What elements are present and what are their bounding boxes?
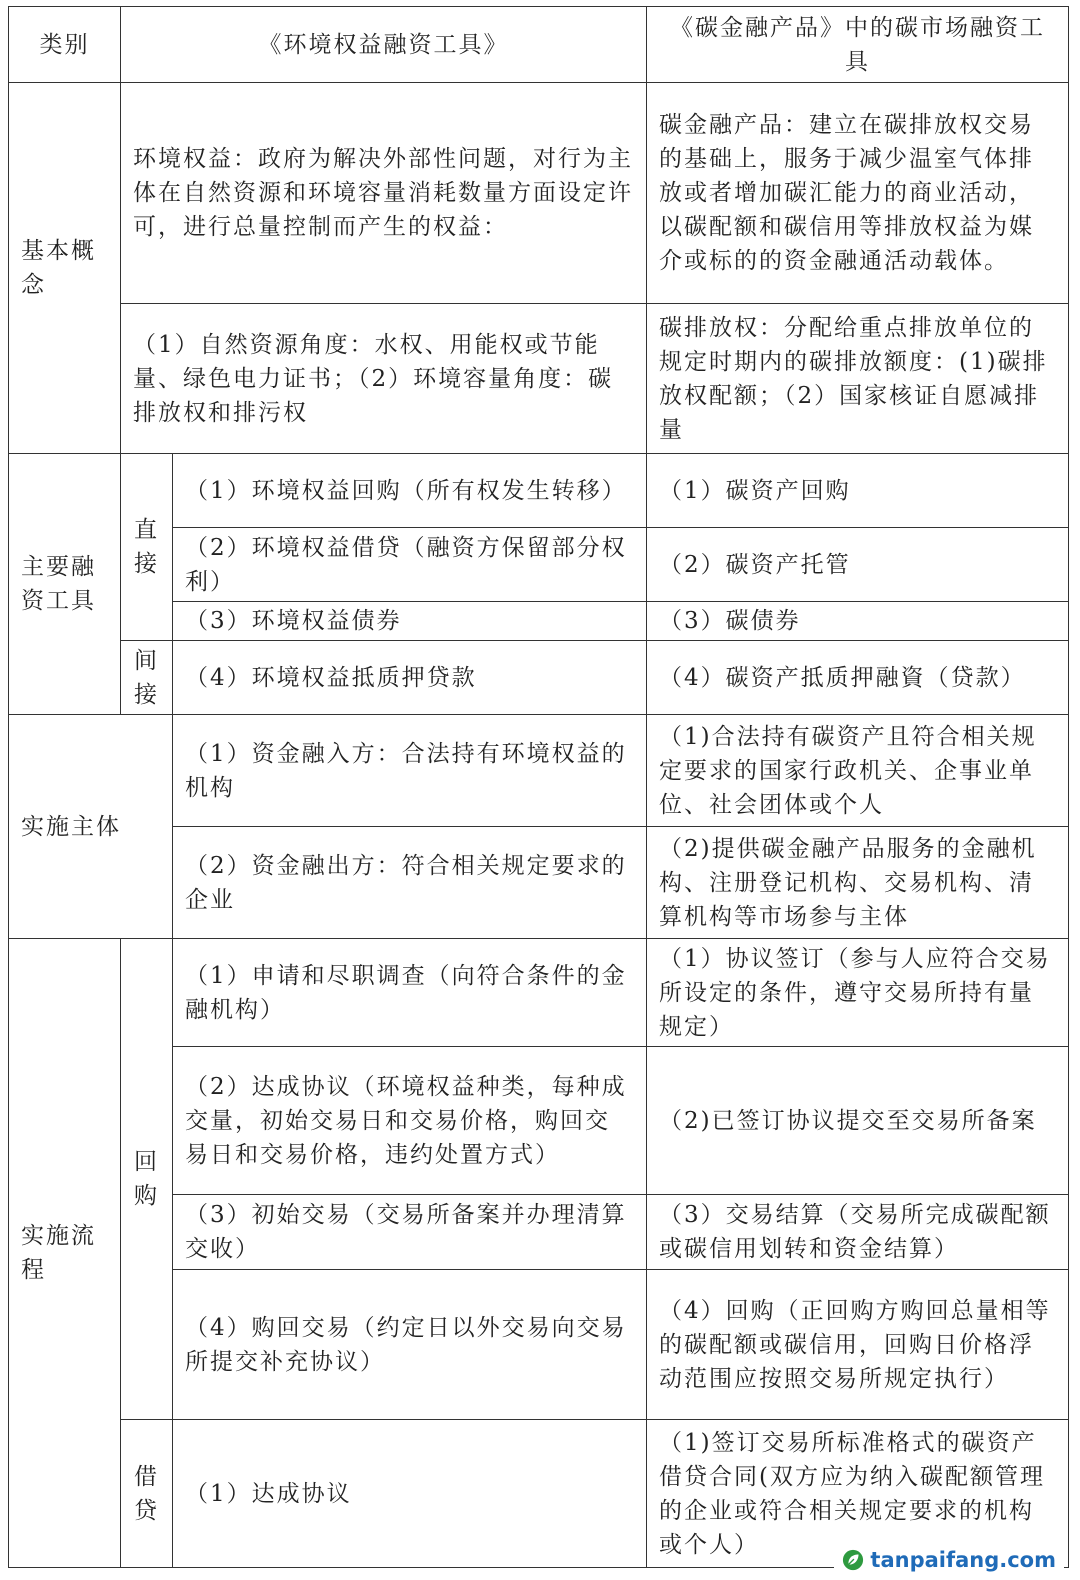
basic-carbon-types: 碳排放权：分配给重点排放单位的规定时期内的碳排放额度：(1)碳排放权配额；（2）国家核证自愿减排量	[647, 304, 1069, 454]
subcategory-indirect: 间接	[121, 641, 173, 715]
table-row	[9, 939, 1069, 1047]
header-category: 类别	[9, 7, 121, 83]
tools-env-lending: （2）环境权益借贷（融资方保留部分权利）	[173, 528, 647, 602]
watermark-text: tanpaifang.com	[870, 1548, 1056, 1572]
entity-carbon-provider: （2)提供碳金融产品服务的金融机构、注册登记机构、交易机构、清算机构等市场参与主体	[647, 827, 1069, 939]
watermark	[834, 1546, 1064, 1574]
basic-env-types: （1）自然资源角度：水权、用能权或节能量、绿色电力证书；（2）环境容量角度：碳排放权和排污权	[121, 304, 647, 454]
tools-carbon-custody: （2）碳资产托管	[647, 528, 1069, 602]
entity-carbon-holder: （1)合法持有碳资产且符合相关规定要求的国家行政机关、企事业单位、社会团体或个人	[647, 715, 1069, 827]
subcategory-direct: 直接	[121, 454, 173, 641]
subcategory-lending: 借贷	[121, 1420, 173, 1568]
process-carbon-lending: （1)签订交易所标准格式的碳资产借贷合同(双方应为纳入碳配额管理的企业或符合相关规定要求的机构或个人）	[647, 1420, 1069, 1568]
category-basic-concept: 基本概念	[9, 83, 121, 454]
header-env-tools: 《环境权益融资工具》	[121, 7, 647, 83]
process-env-step1: （1）申请和尽职调查（向符合条件的金融机构）	[173, 939, 647, 1047]
table-row	[9, 454, 1069, 528]
process-carbon-step1: （1）协议签订（参与人应符合交易所设定的条件，遵守交易所持有量规定）	[647, 939, 1069, 1047]
tools-carbon-bond: （3）碳债券	[647, 602, 1069, 641]
basic-env-definition: 环境权益：政府为解决外部性问题，对行为主体在自然资源和环境容量消耗数量方面设定许可，进行总量控制而产生的权益：	[121, 83, 647, 304]
process-env-lending: （1）达成协议	[173, 1420, 647, 1568]
process-carbon-step4: （4）回购（正回购方购回总量相等的碳配额或碳信用，回购日价格浮动范围应按照交易所规定执行）	[647, 1270, 1069, 1420]
basic-carbon-definition: 碳金融产品：建立在碳排放权交易的基础上，服务于减少温室气体排放或者增加碳汇能力的商业活动，以碳配额和碳信用等排放权益为媒介或标的的资金融通活动载体。	[647, 83, 1069, 304]
tools-carbon-repo: （1）碳资产回购	[647, 454, 1069, 528]
header-row	[9, 7, 1069, 83]
tools-env-bond: （3）环境权益债券	[173, 602, 647, 641]
subcategory-repo: 回购	[121, 939, 173, 1420]
tools-carbon-pledge: （4）碳资产抵质押融資（贷款）	[647, 641, 1069, 715]
process-env-step2: （2）达成协议（环境权益种类，每种成交量，初始交易日和交易价格，购回交易日和交易价格，违约处置方式）	[173, 1047, 647, 1195]
table-row	[9, 641, 1069, 715]
process-env-step4: （4）购回交易（约定日以外交易向交易所提交补充协议）	[173, 1270, 647, 1420]
table-row	[9, 304, 1069, 454]
entity-env-borrower: （1）资金融入方：合法持有环境权益的机构	[173, 715, 647, 827]
comparison-table	[8, 6, 1069, 1568]
process-carbon-step2: （2)已签订协议提交至交易所备案	[647, 1047, 1069, 1195]
category-financing-tools: 主要融资工具	[9, 454, 121, 715]
category-entity: 实施主体	[9, 715, 173, 939]
entity-env-lender: （2）资金融出方：符合相关规定要求的企业	[173, 827, 647, 939]
header-carbon-tools: 《碳金融产品》中的碳市场融资工具	[647, 7, 1069, 83]
table-row	[9, 83, 1069, 304]
process-carbon-step3: （3）交易结算（交易所完成碳配额或碳信用划转和资金结算）	[647, 1195, 1069, 1270]
tools-env-repo: （1）环境权益回购（所有权发生转移）	[173, 454, 647, 528]
tools-env-pledge: （4）环境权益抵质押贷款	[173, 641, 647, 715]
table-row	[9, 715, 1069, 827]
category-process: 实施流程	[9, 939, 121, 1568]
leaf-icon	[842, 1549, 864, 1571]
process-env-step3: （3）初始交易（交易所备案并办理清算交收）	[173, 1195, 647, 1270]
